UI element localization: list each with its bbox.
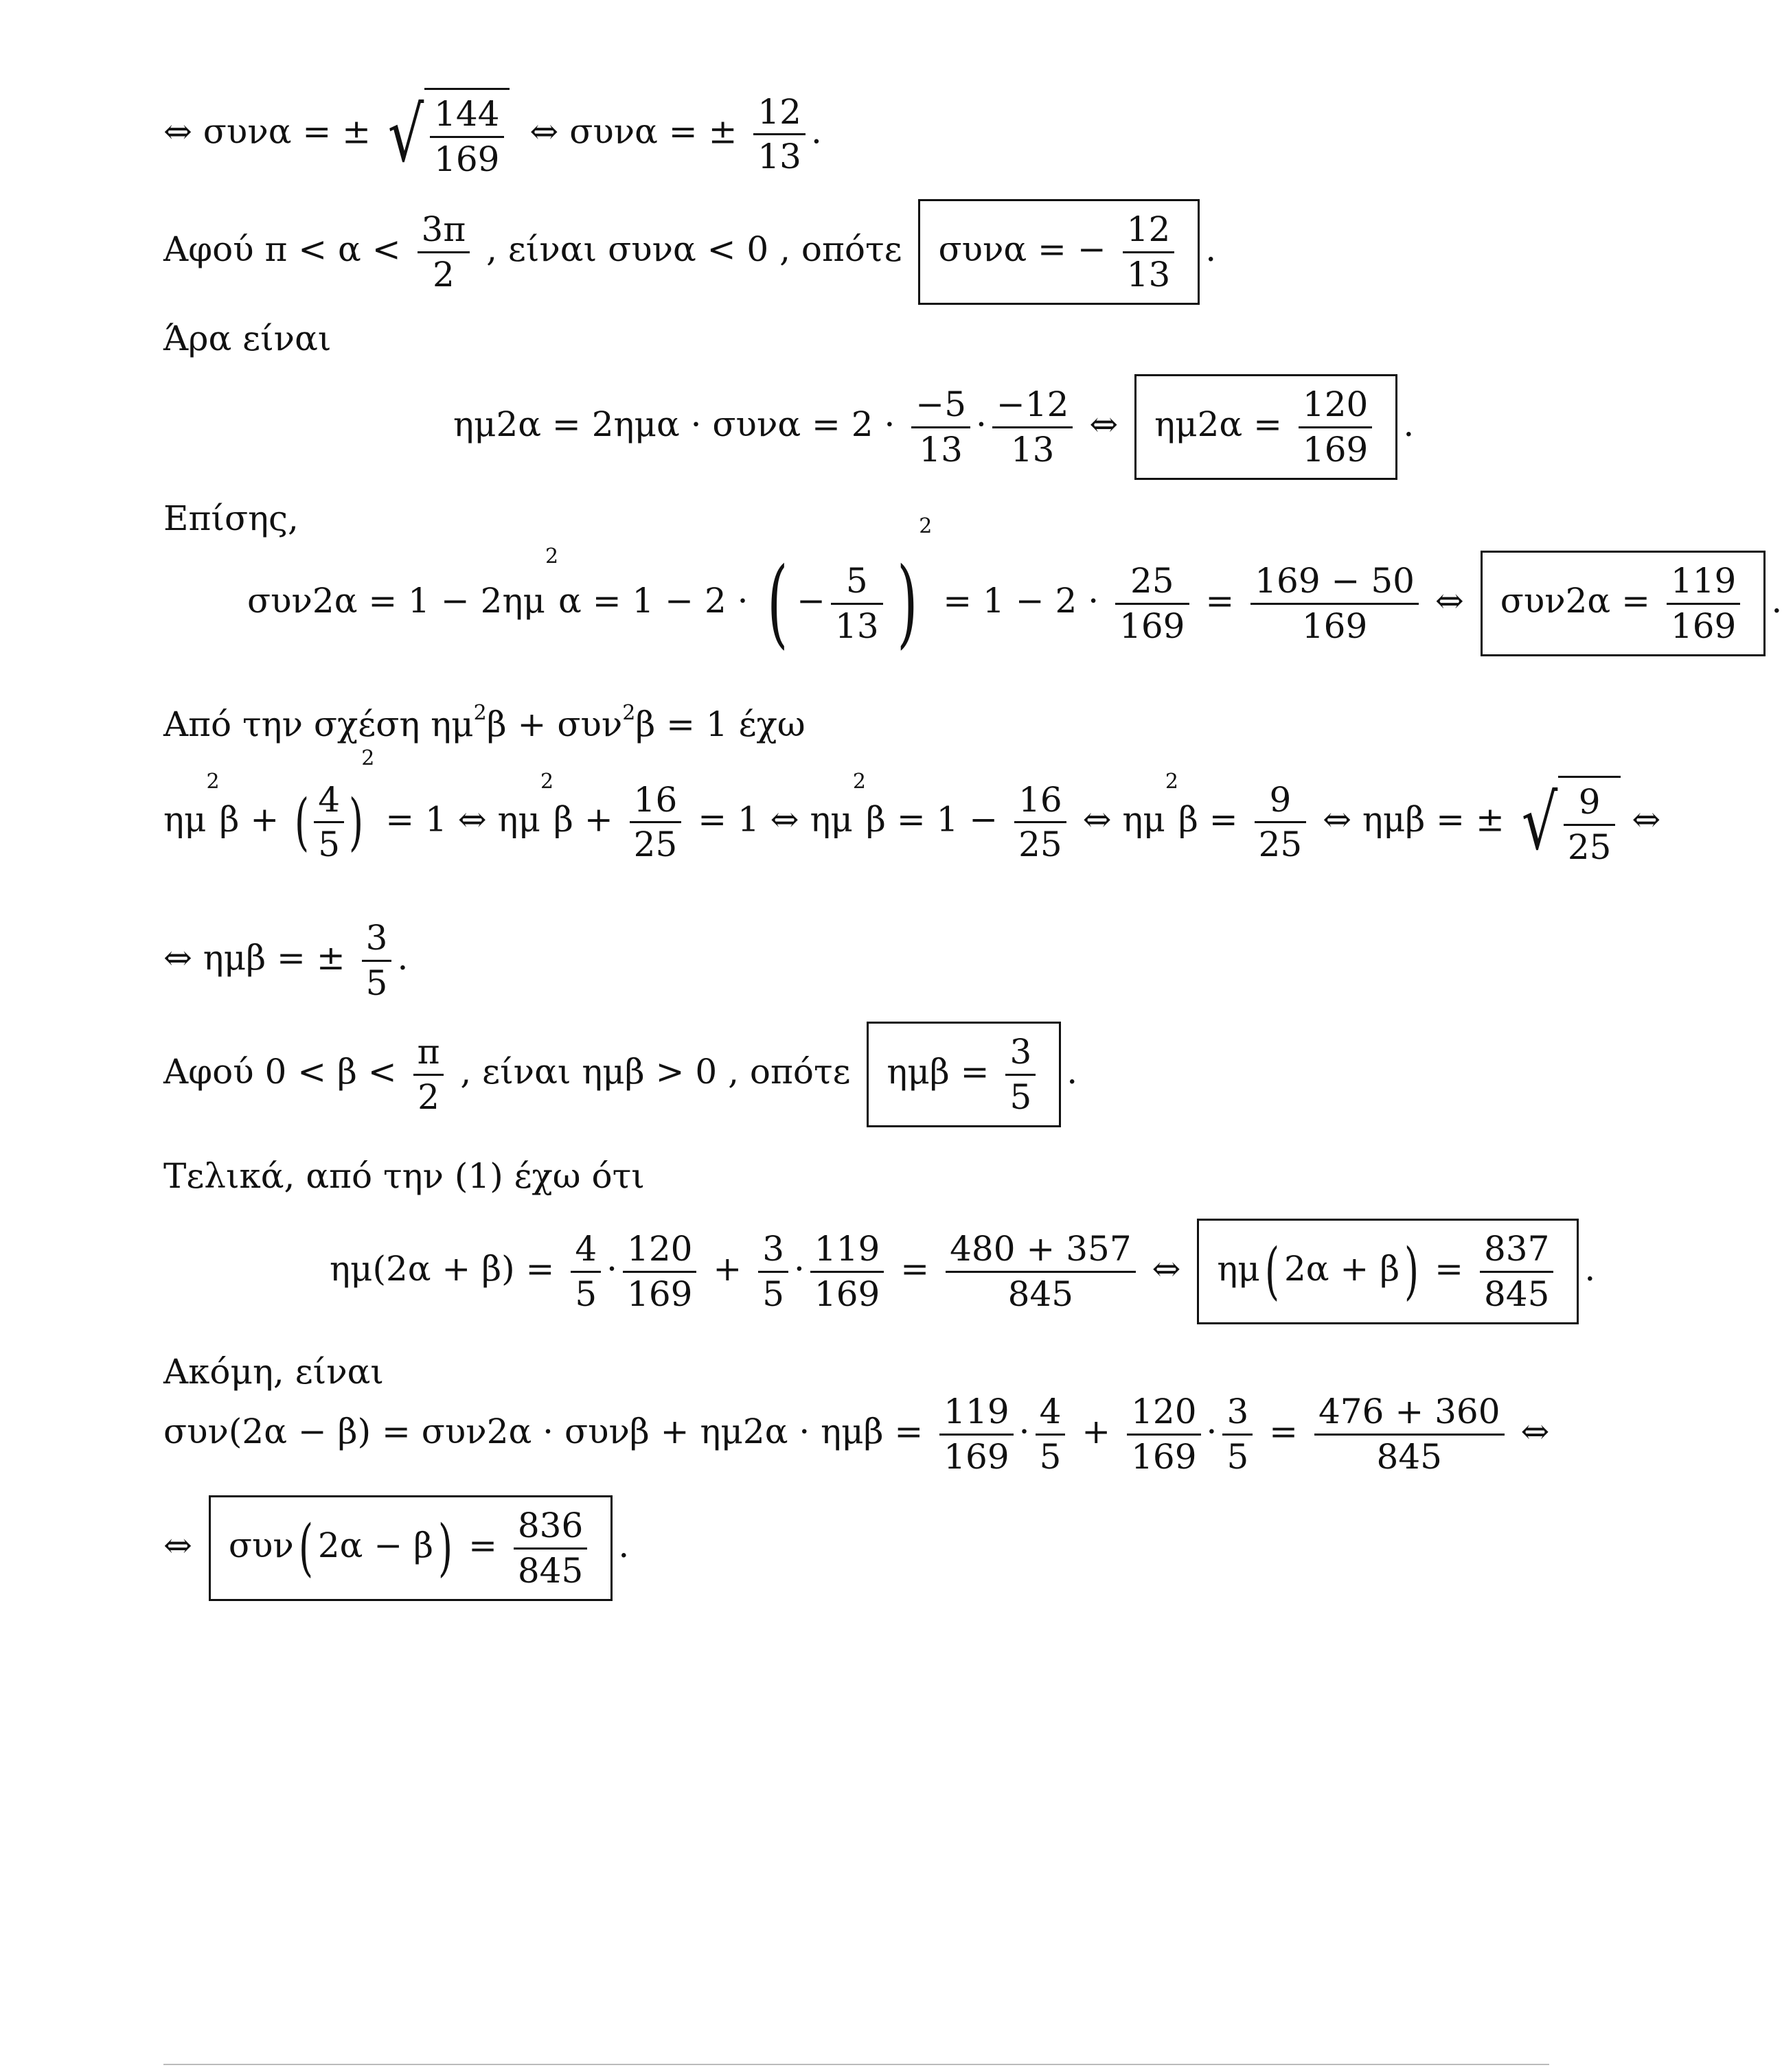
period: .	[618, 1526, 630, 1565]
fraction: $\frac{120}{169}$	[1127, 1390, 1200, 1478]
boxed-result-sin-2alpha-plus-beta: ημ( 2α + β) = $\frac{837}{845}$	[1197, 1219, 1579, 1324]
fraction: $\frac{5}{13}$	[831, 560, 883, 647]
text: Αφού π < α <	[163, 229, 401, 269]
equation-since-beta-range: Αφού 0 < β < $\frac{\pi}{2}$ , είναι ημβ > 0 , οπότε ημβ = $\frac{3}{5}$ .	[163, 1022, 1077, 1127]
equation-sin-beta-squared: $\eta\mu^2\beta$ + ( $\frac{4}{5}$ )$^2$ = 1 ⇔ $\eta\mu^2\beta$ + $\frac{16}{25}$ = 1 ⇔ $\eta\mu^2\beta = 1$ − $\frac{16}{25}$ ⇔ $\eta\mu^2\beta$ = $\frac{9}{25}$ ⇔ ημβ = ± √ $\frac{9}{25}$ ⇔	[163, 776, 1660, 868]
text: , είναι συνα < 0 , οπότε	[486, 229, 902, 269]
period: .	[1771, 581, 1782, 621]
fraction: $\frac{25}{169}$	[1115, 560, 1189, 647]
period: .	[1066, 1052, 1078, 1092]
period: .	[811, 111, 822, 152]
text-telika: Τελικά, από την (1) έχω ότι	[163, 1156, 645, 1196]
equation-cos-2alpha-minus-beta-result: ⇔ συν( 2α − β) = $\frac{836}{845}$ .	[163, 1495, 629, 1601]
equation-cos-alpha-root	[163, 88, 822, 181]
fraction: $\frac{169 - 50}{169}$	[1250, 560, 1419, 647]
fraction: $\frac{9}{25}$	[1564, 781, 1616, 868]
text: ⇔ συνα = ±	[529, 111, 738, 152]
fraction: $\frac{12}{13}$	[753, 91, 806, 179]
period: .	[397, 938, 409, 978]
period: .	[1205, 229, 1217, 269]
text: ⇔ συνα = ±	[163, 111, 372, 152]
fraction: $\frac{4}{5}$	[314, 779, 344, 866]
text: ημ2α = 2ημα · συνα = 2 ·	[453, 404, 895, 444]
boxed-result-cos-2alpha-minus-beta: συν( 2α − β) = $\frac{836}{845}$	[209, 1495, 613, 1601]
text-ara-einai: Άρα είναι	[163, 319, 332, 358]
square-root: √ $\frac{9}{25}$	[1516, 776, 1621, 868]
fraction: $\frac{3}{5}$	[1005, 1031, 1036, 1118]
equation-sin-beta-pm: ⇔ ημβ = ± $\frac{3}{5}$ .	[163, 917, 408, 1004]
fraction: $\frac{119}{169}$	[810, 1228, 884, 1315]
fraction: $\frac{119}{169}$	[1667, 560, 1740, 647]
fraction: $\frac{837}{845}$	[1480, 1228, 1553, 1315]
fraction: $\frac{476 + 360}{845}$	[1314, 1390, 1505, 1478]
equation-cos-2alpha: $\sigma\upsilon\nu 2\alpha = 1 - 2\eta\mu^2\alpha = 1 - 2$ · ( − $\frac{5}{13}$ )$^2$ = 1 − 2 · $\frac{25}{169}$ = $\frac{169 - 50}{169}$ ⇔ συν2α = $\frac{119}{169}$ .	[247, 514, 1782, 659]
boxed-result-sin-2alpha: ημ2α = $\frac{120}{169}$	[1134, 374, 1397, 480]
fraction: $\frac{\pi}{2}$	[413, 1031, 444, 1118]
square-root: √ $\frac{144}{169}$	[382, 88, 510, 181]
fraction: $\frac{120}{169}$	[1299, 383, 1372, 471]
fraction: $\frac{12}{13}$	[1123, 208, 1175, 296]
fraction: $\frac{480 + 357}{845}$	[946, 1228, 1136, 1315]
fraction: $\frac{836}{845}$	[514, 1504, 587, 1592]
period: .	[1403, 404, 1415, 444]
fraction: $\frac{9}{25}$	[1255, 779, 1307, 866]
fraction: $\frac{4}{5}$	[571, 1228, 601, 1315]
fraction: $\frac{4}{5}$	[1036, 1390, 1066, 1478]
fraction: $\frac{144}{169}$	[430, 93, 503, 181]
fraction: $\frac{-12}{13}$	[992, 383, 1073, 471]
equation-cos-2alpha-minus-beta: συν(2α − β) = συν2α · συνβ + ημ2α · ημβ = $\frac{119}{169}$ · $\frac{4}{5}$ + $\frac{120}{169}$ · $\frac{3}{5}$ = $\frac{476 + 360}{845}$ ⇔	[163, 1390, 1549, 1478]
period: .	[1584, 1249, 1596, 1289]
fraction: $\frac{3}{5}$	[362, 917, 392, 1004]
fraction: $\frac{-5}{13}$	[911, 383, 970, 471]
footer-rule	[163, 2064, 1549, 2065]
text-episis: Επίσης,	[163, 498, 299, 538]
boxed-result-cos-2alpha: συν2α = $\frac{119}{169}$	[1481, 551, 1766, 656]
fraction: $\frac{3\pi}{2}$	[418, 208, 470, 296]
text-identity: Από την σχέση $\eta\mu^2\beta + \sigma\upsilon\nu^2\beta = 1$ έχω	[163, 701, 806, 744]
equation-since-alpha-range	[163, 199, 1216, 305]
fraction: $\frac{16}{25}$	[1014, 779, 1066, 866]
fraction: $\frac{119}{169}$	[939, 1390, 1013, 1478]
equation-sin-2alpha-plus-beta: ημ(2α + β) = $\frac{4}{5}$ · $\frac{120}{169}$ + $\frac{3}{5}$ · $\frac{119}{169}$ = $\frac{480 + 357}{845}$ ⇔ ημ( 2α + β) = $\frac{837}{845}$ .	[330, 1219, 1595, 1324]
boxed-result-sin-beta: ημβ = $\frac{3}{5}$	[867, 1022, 1061, 1127]
fraction: $\frac{120}{169}$	[623, 1228, 696, 1315]
equation-sin-2alpha: ημ2α = 2ημα · συνα = 2 · $\frac{-5}{13}$ · $\frac{-12}{13}$ ⇔ ημ2α = $\frac{120}{169}$ .	[453, 374, 1414, 480]
text-akomi: Ακόμη, είναι	[163, 1352, 384, 1392]
boxed-result-cos-alpha: συνα = − $\frac{12}{13}$	[918, 199, 1200, 305]
fraction: $\frac{3}{5}$	[758, 1228, 788, 1315]
fraction: $\frac{16}{25}$	[630, 779, 682, 866]
fraction: $\frac{3}{5}$	[1222, 1390, 1253, 1478]
